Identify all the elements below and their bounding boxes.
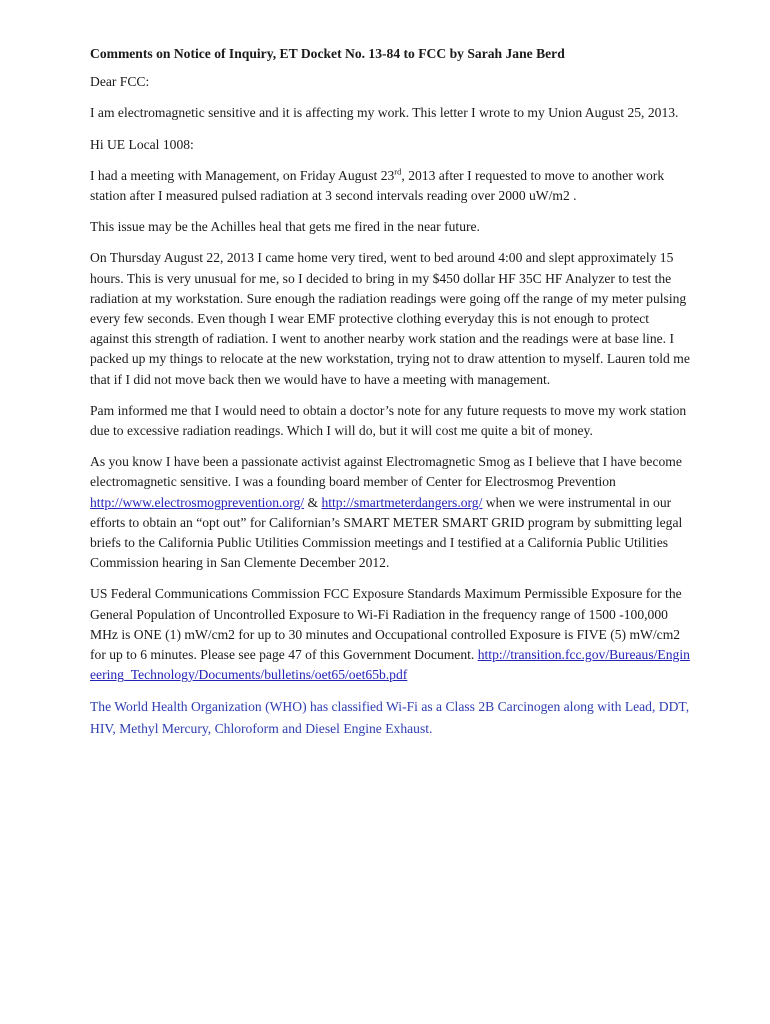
- ordinal-suffix: rd: [394, 166, 402, 177]
- ampersand-text: &: [304, 494, 322, 510]
- electrosmog-prevention-link[interactable]: http://www.electrosmogprevention.org/: [90, 494, 305, 510]
- union-greeting: Hi UE Local 1008:: [90, 136, 194, 152]
- fcc-standards-paragraph: [90, 584, 690, 685]
- who-carcinogen-paragraph: The World Health Organization (WHO) has classified Wi-Fi as a Class 2B Carcinogen along with Lead, DDT, HIV, Methyl Mercury, Chloroform and Diesel Engine Exhaust.: [90, 699, 690, 737]
- meeting-text-start: I had a meeting with Management, on Friday August 23: [90, 167, 395, 183]
- activist-text-end: when we were instrumental in our efforts to obtain an “opt out” for Californian’s SMART METER SMART GRID program by submitting legal briefs to the California Public Utilities Commission meetings and I testified at a California Public Utilities Commission hearing in San Clemente December 2012.: [90, 494, 683, 571]
- activist-text-start: As you know I have been a passionate activist against Electromagnetic Smog as I believe that I have become electromagnetic sensitive. I was a founding board member of Center for Electrosmog Prevention: [90, 454, 682, 490]
- doctor-note-paragraph: Pam informed me that I would need to obtain a doctor’s note for any future requests to move my work station due to excessive radiation readings. Which I will do, but it will cost me quite a bit of money.: [90, 402, 687, 439]
- radiation-reading-paragraph: On Thursday August 22, 2013 I came home very tired, went to bed around 4:00 and slept approximately 15 hours. This is very unusual for me, so I decided to bring in my $450 dollar HF 35C HF Analyzer to test the radiation at my workstation. Sure enough the radiation readings were going off the range of my meter pulsing every few seconds. Even though I wear EMF protective clothing everyday this is not enough to protect against this strength of radiation. I went to another nearby work station and the readings were at base line. I packed up my things to relocate at the new workstation, trying not to draw attention to myself. Lauren told me that if I did not move back then we would have to have a meeting with management.: [90, 250, 690, 387]
- smart-meter-dangers-link[interactable]: http://smartmeterdangers.org/: [321, 494, 483, 510]
- activist-paragraph: [90, 452, 690, 573]
- salutation: Dear FCC:: [90, 74, 150, 90]
- meeting-paragraph: [90, 166, 690, 206]
- document-page: [90, 44, 690, 751]
- document-title: Comments on Notice of Inquiry, ET Docket No. 13-84 to FCC by Sarah Jane Berd: [90, 46, 565, 61]
- meeting-text-end: , 2013 after I requested to move to another work station after I measured pulsed radiation at 3 second intervals reading over 2000 uW/m2 .: [90, 167, 665, 204]
- intro-paragraph: I am electromagnetic sensitive and it is affecting my work. This letter I wrote to my Union August 25, 2013.: [90, 105, 679, 121]
- fcc-bulletin-link[interactable]: http://transition.fcc.gov/Bureaus/Engineering_Technology/Documents/bulletins/oet65/oet65b.pdf: [90, 647, 690, 683]
- achilles-paragraph: This issue may be the Achilles heal that gets me fired in the near future.: [90, 219, 480, 235]
- fcc-standards-text: US Federal Communications Commission FCC Exposure Standards Maximum Permissible Exposure for the General Population of Uncontrolled Exposure to Wi-Fi Radiation in the frequency range of 1500 -100,000 MHz is ONE (1) mW/cm2 for up to 30 minutes and Occupational controlled Exposure is FIVE (5) mW/cm2 for up to 6 minutes. Please see page 47 of this Government Document.: [90, 586, 682, 663]
